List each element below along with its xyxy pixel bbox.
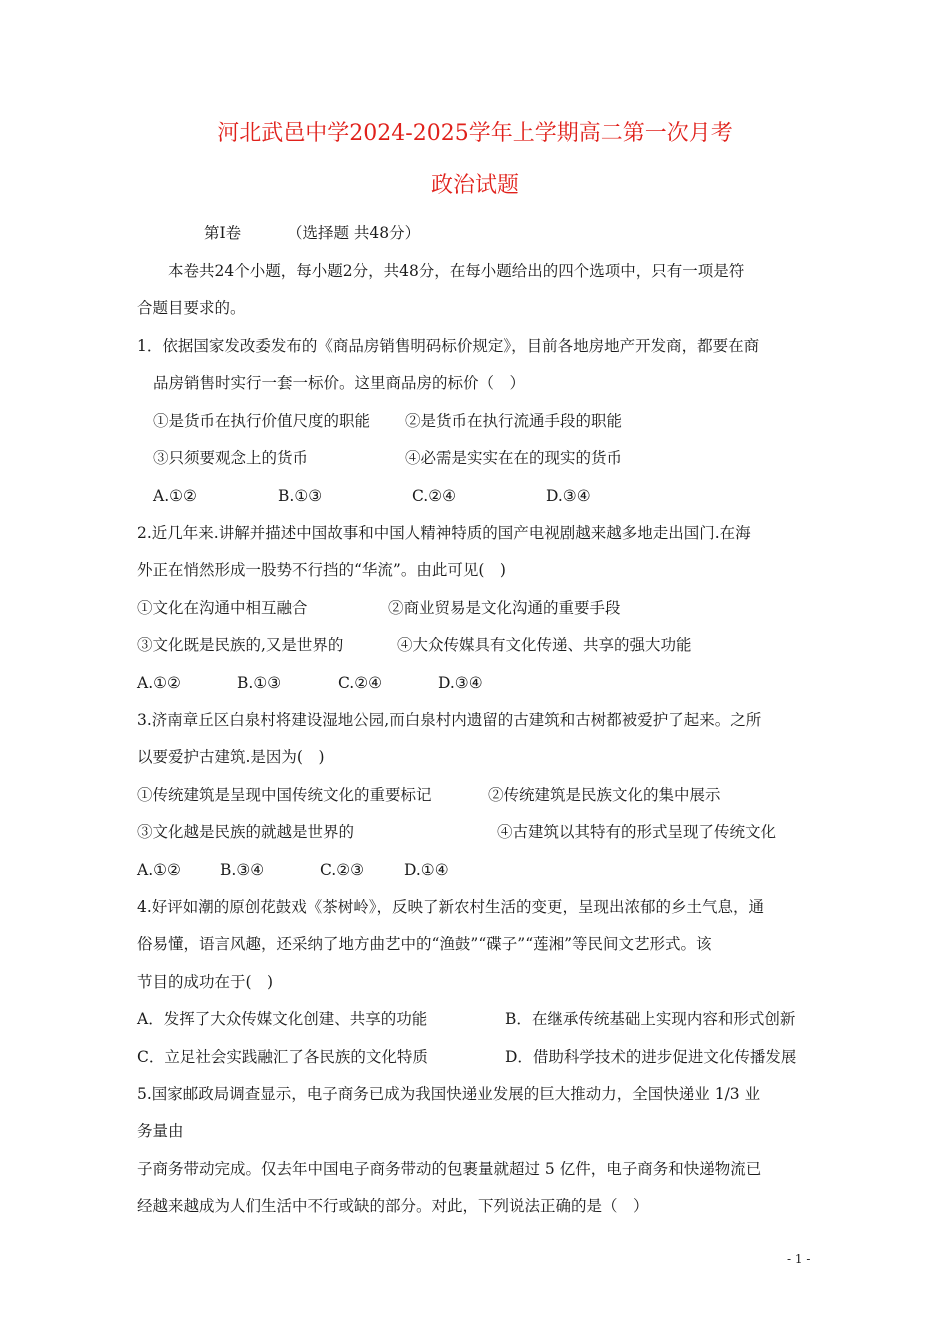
question-2-stem-2: 外正在悄然形成一股势不行挡的“华流”。由此可见( ) [137, 561, 506, 579]
question-3-stem-2: 以要爱护古建筑.是因为( ) [137, 748, 325, 766]
question-1-option-3: ③只须要观念上的货币 [153, 449, 309, 467]
section-label: 第Ⅰ卷 [204, 224, 242, 242]
question-1-answer-a: A.①② [153, 487, 197, 505]
question-2-option-2: ②商业贸易是文化沟通的重要手段 [388, 599, 621, 617]
question-3-answer-b: B.③④ [220, 861, 265, 879]
instruction-line-2: 合题目要求的。 [137, 299, 246, 317]
question-1-option-2: ②是货币在执行流通手段的职能 [405, 412, 623, 430]
question-2-answer-d: D.③④ [438, 674, 483, 692]
exam-subtitle: 政治试题 [430, 173, 519, 198]
question-1-answer-b: B.①③ [278, 487, 323, 505]
question-1-option-4: ④必需是实实在在的现实的货币 [405, 449, 623, 467]
question-1-stem-2: 品房销售时实行一套一标价。这里商品房的标价（ ） [153, 374, 526, 392]
question-2-stem-1: 2.近几年来.讲解并描述中国故事和中国人精神特质的国产电视剧越来越多地走出国门.在海 [137, 524, 751, 542]
question-1-answer-d: D.③④ [546, 487, 591, 505]
question-5-stem-4: 经越来越成为人们生活中不行或缺的部分。对此，下列说法正确的是（ ） [137, 1197, 649, 1215]
question-3-answer-a: A.①② [137, 861, 181, 879]
question-2-option-1: ①文化在沟通中相互融合 [137, 599, 308, 617]
question-3-option-1: ①传统建筑是呈现中国传统文化的重要标记 [137, 786, 432, 804]
question-4-stem-1: 4.好评如潮的原创花鼓戏《茶树岭》，反映了新农村生活的变更，呈现出浓郁的乡土气息，通 [137, 898, 765, 916]
question-3-answer-c: C.②③ [320, 861, 365, 879]
question-2-option-4: ④大众传媒具有文化传递、共享的强大功能 [397, 636, 692, 654]
question-2-answer-b: B.①③ [237, 674, 282, 692]
page-number: - 1 - [787, 1252, 811, 1266]
question-3-option-4: ④古建筑以其特有的形式呈现了传统文化 [497, 823, 777, 841]
question-4-option-a: A．发挥了大众传媒文化创建、共享的功能 [137, 1010, 428, 1028]
question-2-answer-a: A.①② [137, 674, 181, 692]
question-4-option-b: B．在继承传统基础上实现内容和形式创新 [505, 1010, 796, 1028]
question-4-stem-2: 俗易懂，语言风趣，还采纳了地方曲艺中的“渔鼓”“碟子”“莲湘”等民间文艺形式。该 [137, 935, 712, 953]
question-2-option-3: ③文化既是民族的,又是世界的 [137, 636, 344, 654]
question-5-stem-1: 5.国家邮政局调查显示，电子商务已成为我国快递业发展的巨大推动力，全国快递业 1/3 业 [137, 1085, 761, 1103]
question-1-option-1: ①是货币在执行价值尺度的职能 [153, 412, 371, 430]
question-3-option-3: ③文化越是民族的就越是世界的 [137, 823, 355, 841]
question-3-option-2: ②传统建筑是民族文化的集中展示 [488, 786, 721, 804]
question-3-stem-1: 3.济南章丘区白泉村将建设湿地公园,而白泉村内遗留的古建筑和古树都被爱护了起来。之所 [137, 711, 762, 729]
question-1-stem-1: 1．依据国家发改委发布的《商品房销售明码标价规定》，目前各地房地产开发商，都要在商 [137, 337, 760, 355]
question-5-stem-2: 务量由 [137, 1122, 184, 1140]
question-1-answer-c: C.②④ [412, 487, 457, 505]
question-4-option-c: C．立足社会实践融汇了各民族的文化特质 [137, 1048, 428, 1066]
exam-title: 河北武邑中学2024-2025学年上学期高二第一次月考 [217, 121, 733, 146]
question-4-stem-3: 节目的成功在于( ) [137, 973, 274, 991]
instruction-line-1: 本卷共24个小题，每小题2分，共48分，在每小题给出的四个选项中，只有一项是符 [168, 262, 745, 280]
question-4-option-d: D．借助科学技术的进步促进文化传播发展 [505, 1048, 797, 1066]
question-5-stem-3: 子商务带动完成。仅去年中国电子商务带动的包裹量就超过 5 亿件，电子商务和快递物流已 [137, 1160, 762, 1178]
question-3-answer-d: D.①④ [404, 861, 449, 879]
question-2-answer-c: C.②④ [338, 674, 383, 692]
section-note: （选择题 共48分） [287, 224, 421, 242]
